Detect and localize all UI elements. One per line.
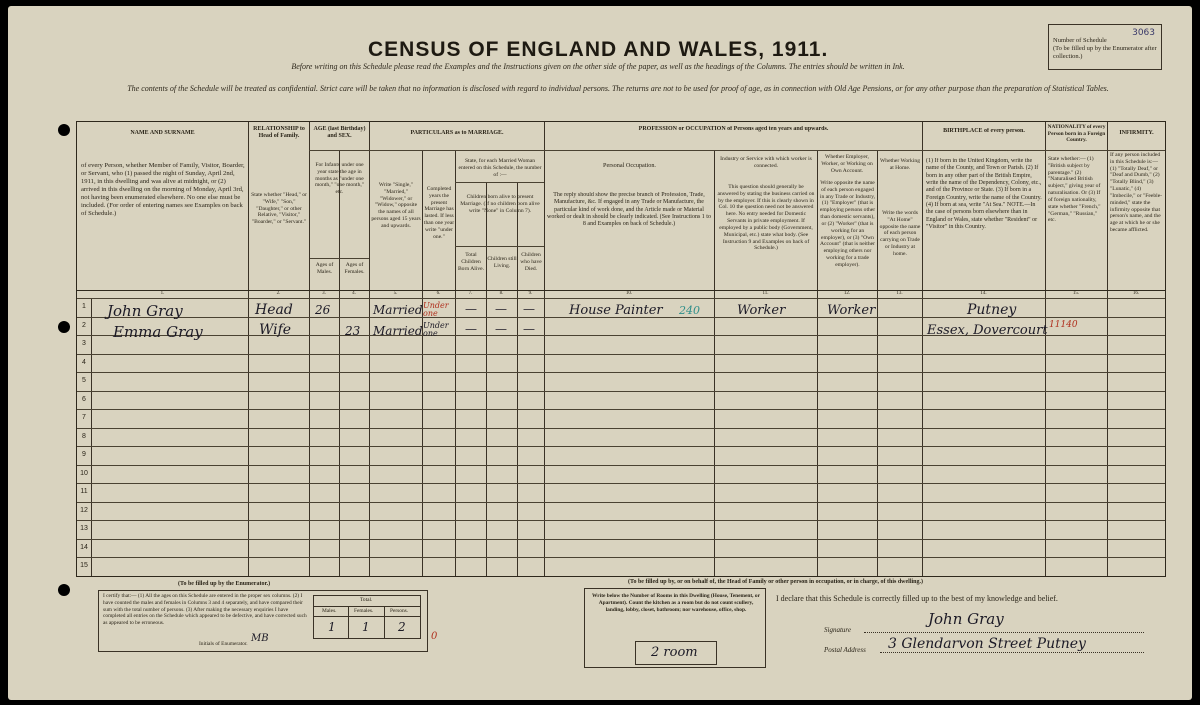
header-children-died: Children who have Died. <box>520 252 542 272</box>
header-age-desc: For Infants under one year state the age in months as "under one month," "one month," etc. <box>314 162 365 196</box>
rooms-count: 2 room <box>651 645 698 660</box>
header-children-born: Children born alive to present Marriage. (If no children born alive write "None" in Column 7). <box>460 194 540 214</box>
header-working-home-desc: Write the words "At Home" opposite the name of each person carrying on Trade or Industry at home. <box>879 210 921 257</box>
row-number: 6 <box>82 395 86 403</box>
column-number: 10. <box>625 291 633 296</box>
entry-1-male-age: 26 <box>315 303 331 317</box>
header-nationality-desc: State whether:— (1) "British subject by parentage." (2) "Naturalised British subject," giving year of naturalisation. Or (3) If of foreign nationality, state whether "French," "German," "Russian," etc. <box>1048 156 1101 224</box>
header-personal-occupation-desc: The reply should show the precise branch of Profession, Trade, Manufacture, &c. If engaged in any Trade or Manufacture, the particular kind of work done, and the Article made or Material worked or dealt in should be clearly indicated. (See Instructions 1 to 8 and Examples on back of Schedule.) <box>547 192 711 228</box>
header-name-desc: of every Person, whether Member of Family, Visitor, Boarder, or Servant, who (1) passed the night of Sunday, April 2nd, 1911, in this dwelling and was alive at midnight, or (2) arrived in this dwelling on the morning of Monday, April 3rd, not having been enumerated elsewhere. No one else must be included. (For order of entering names see Examples on back of Schedule.) <box>81 162 245 218</box>
enumerator-initials: MB <box>251 633 269 644</box>
entry-2-marital: Married <box>373 324 423 338</box>
postal-address: 3 Glendarvon Street Putney <box>888 636 1086 652</box>
rooms-box <box>584 588 766 668</box>
signature: John Gray <box>928 610 1004 628</box>
column-number: 12. <box>843 291 851 296</box>
punch-hole <box>58 584 70 596</box>
column-number: 15. <box>1072 291 1080 296</box>
header-personal-occupation: Personal Occupation. <box>603 162 656 169</box>
row-number: 9 <box>82 451 86 459</box>
males-total: 1 <box>328 620 336 634</box>
entry-1-marital: Married <box>373 303 423 317</box>
row-number: 12 <box>80 506 88 514</box>
entry-1-occupation: House Painter <box>569 303 663 318</box>
entry-2-birthplace: Essex, Dovercourt <box>927 323 1048 338</box>
persons-total: 2 <box>398 620 406 634</box>
header-employer-desc: Write opposite the name of each person engaged in any Trade or Industry, (1) "Employer" (that is employing persons other than domestic servants), or (2) "Worker" (that is working for an employer), or (3) "Own Account" (that is neither employing others nor working for a trade employer). <box>819 180 876 268</box>
confidentiality-notice: The contents of the Schedule will be treated as confidential. Strict care will be taken that no information is disclosed with regard to individual persons. The returns are not to be used for proof of age, as in connection with Old Age Pensions, or for any other purpose than the preparation of Statistical Tables. <box>127 84 1109 93</box>
column-number: 6. <box>436 291 441 296</box>
column-number: 5. <box>393 291 398 296</box>
enumerator-mark: 0 <box>431 631 438 642</box>
entry-1-industry: Worker <box>737 303 786 318</box>
enumerator-box <box>98 590 438 652</box>
header-employer: Whether Employer, Worker, or Working on Own Account. <box>821 154 873 174</box>
entry-1-name: John Gray <box>107 302 183 320</box>
header-married-woman: State, for each Married Woman entered on this Schedule, the number of :— <box>458 158 542 178</box>
header-birthplace: BIRTHPLACE of every person. <box>943 128 1025 134</box>
column-number: 14. <box>980 291 987 296</box>
entry-2-female-age: 23 <box>345 324 361 338</box>
entry-2-name: Emma Gray <box>113 323 203 341</box>
column-number: 8. <box>499 291 504 296</box>
entry-1-relationship: Head <box>255 302 293 318</box>
enumerator-initials-label: Initials of Enumerator. <box>199 641 248 647</box>
header-industry: Industry or Service with which worker is connected. <box>720 156 812 169</box>
column-number: 16. <box>1132 291 1140 296</box>
header-years-married: Completed years the present Marriage has lasted. If less than one year write "under one." <box>423 186 455 240</box>
header-marriage: PARTICULARS as to MARRIAGE. <box>410 130 504 136</box>
page-title: CENSUS OF ENGLAND AND WALES, 1911. <box>368 38 829 61</box>
address-label: Postal Address <box>824 646 866 654</box>
entry-2-relationship: Wife <box>259 322 292 338</box>
entry-1-total-children: — <box>465 302 477 316</box>
enumerator-totals <box>313 595 421 639</box>
entry-1-children-died: — <box>523 302 535 316</box>
header-age: AGE (last Birthday) and SEX. <box>313 126 366 140</box>
row-number: 7 <box>82 414 86 422</box>
row-number: 10 <box>80 469 88 477</box>
column-number: 1. <box>160 291 165 296</box>
header-nationality: NATIONALITY of every Person born in a Foreign Country. <box>1047 124 1106 144</box>
row-number: 11 <box>80 488 88 496</box>
instructions-line: Before writing on this Schedule please read the Examples and the Instructions given on the other side of the paper, as well as the headings of the Columns. The entries should be written in Ink. <box>291 62 905 71</box>
row-number: 1 <box>82 303 86 310</box>
signature-label: Signature <box>824 626 851 634</box>
entry-2-total-children: — <box>465 322 477 336</box>
entry-2-birthplace-code: 11140 <box>1049 320 1078 330</box>
schedule-number-note: (To be filled up by the Enumerator after collection.) <box>1053 45 1157 61</box>
header-children-living: Children still Living. <box>487 256 517 269</box>
row-number: 8 <box>82 432 86 440</box>
enumerator-heading: (To be filled up by the Enumerator.) <box>178 581 271 587</box>
row-number: 15 <box>80 562 88 570</box>
header-relationship-desc: State whether "Head," or "Wife," "Son," "Daughter," or other Relative, "Visitor," "Boarder," or "Servant." <box>251 192 307 226</box>
row-number: 4 <box>82 358 86 366</box>
entry-2-children-living: — <box>495 322 507 336</box>
column-number: 4. <box>352 291 356 296</box>
header-infirmity: INFIRMITY. <box>1119 130 1154 136</box>
entry-1-occupation-code: 240 <box>679 304 700 317</box>
schedule-number-box <box>1048 24 1162 70</box>
header-total-children: Total Children Born Alive. <box>457 252 485 272</box>
column-number: 2. <box>276 291 281 296</box>
column-number: 3. <box>322 291 326 296</box>
enumerator-certify: I certify that:— (1) All the ages on this Schedule are entered in the proper sex columns. (2) I have counted the males and females in Columns 3 and 4 separately, and have compared their sum with the total number of persons. (3) After making the necessary enquiries I have completed all entries on the Schedule which appeared to be defective, and have corrected such as appeared to be erroneous. <box>103 593 307 626</box>
punch-hole <box>58 321 70 333</box>
males-label: Males. <box>322 608 337 614</box>
females-total: 1 <box>362 620 370 634</box>
header-females: Ages of Females. <box>344 262 365 275</box>
column-number: 7. <box>468 291 473 296</box>
rooms-instructions: Write below the Number of Rooms in this Dwelling (House, Tenement, or Apartment). Count the kitchen as a room but do not count scullery, landing, lobby, closet, bathroom; nor warehouse, office, shop. <box>592 593 760 613</box>
header-working-home: Whether Working at Home. <box>880 158 920 171</box>
row-number: 2 <box>82 321 86 329</box>
header-infirmity-desc: If any person included in this Schedule is:— (1) "Totally Deaf," or "Deaf and Dumb," (2) "Totally Blind," (3) "Lunatic," (4) "Imbecile," or "Feeble-minded," state the infirmity opposite that person's name, and the age at which he or she became afflicted. <box>1110 152 1163 233</box>
header-birthplace-desc: (1) If born in the United Kingdom, write the name of the County, and Town or Parish. (2) If born in any other part of the British Empire, write the name of the Dependency, Colony, etc., and of the Province or State. (3) If born in a Foreign Country, write the name of the Country. (4) If born at sea, write "At Sea." NOTE.—In the case of persons born elsewhere than in England or Wales, state whether "Resident" or "Visitor" in this Country. <box>926 158 1042 230</box>
census-table <box>76 121 1166 577</box>
entry-1-years-married: Under one <box>423 301 449 318</box>
punch-hole <box>58 124 70 136</box>
declaration: I declare that this Schedule is correctly filled up to the best of my knowledge and belief. <box>776 594 1058 603</box>
header-profession: PROFESSION or OCCUPATION of Persons aged ten years and upwards. <box>638 126 829 132</box>
row-number: 13 <box>80 525 88 533</box>
schedule-number-value: 3063 <box>1132 28 1155 38</box>
persons-label: Persons. <box>390 608 409 614</box>
head-heading: (To be filled up by, or on behalf of, the Head of Family or other person in occupation, or in charge, of this dwelling.) <box>628 579 924 585</box>
row-number: 14 <box>80 543 88 551</box>
header-industry-desc: This question should generally be answered by stating the business carried on by the employer. If this is clearly shown in Col. 10 the question need not be answered here. No entry needed for Domestic Servants in private employment. If employed by a public body (Government, Municipal, etc.) state what body. (See Instruction 9 and Examples on back of Schedule.) <box>717 184 815 252</box>
column-number: 9. <box>528 291 533 296</box>
row-number: 3 <box>82 340 86 348</box>
entry-2-children-died: — <box>523 322 535 336</box>
entry-1-children-living: — <box>495 302 507 316</box>
census-schedule-sheet <box>8 6 1192 700</box>
column-number: 11. <box>762 291 769 296</box>
header-relationship: RELATIONSHIP to Head of Family. <box>253 126 305 140</box>
header-males: Ages of Males. <box>315 262 334 275</box>
column-number: 13. <box>896 291 903 296</box>
entry-1-birthplace: Putney <box>967 302 1017 318</box>
total-label: Total. <box>360 597 373 603</box>
row-number: 5 <box>82 377 86 385</box>
females-label: Females. <box>354 608 374 614</box>
header-name: NAME AND SURNAME <box>130 130 195 136</box>
entry-2-years-married: Under one <box>423 321 449 338</box>
entry-1-employment: Worker <box>827 303 876 318</box>
header-marriage-desc: Write "Single," "Married," "Widower," or "Widow," opposite the names of all persons aged 15 years and upwards. <box>371 182 421 229</box>
schedule-number-label: Number of Schedule <box>1053 37 1107 44</box>
